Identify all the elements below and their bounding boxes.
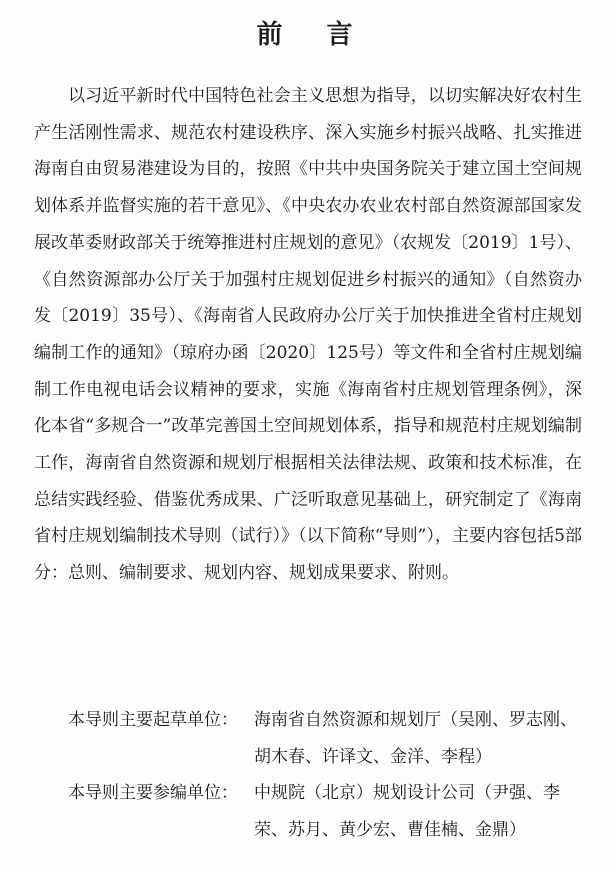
preface-paragraph: 以习近平新时代中国特色社会主义思想为指导，以切实解决好农村生产生活刚性需求、规范农村建设秩序、深入实施乡村振兴战略、扎实推进海南自由贸易港建设为目的，按照《中共中央国务院关于建立国土空间规划体系并监督实施的若干意见》、《中央农办农业农村部自然资源部国家发展改革委财政部关于统筹推进村庄规划的意见》（农规发〔2019〕1号）、《自然资源部办公厅关于加强村庄规划促进乡村振兴的通知》（自然资办发〔2019〕35号）、《海南省人民政府办公厅关于加快推进全省村庄规划编制工作的通知》（琼府办函〔2020〕125号）等文件和全省村庄规划编制工作电视电话会议精神的要求，实施《海南省村庄规划管理条例》，深化本省“多规合一”改革完善国土空间规划体系，指导和规范村庄规划编制工作，海南省自然资源和规划厅根据相关法律法规、政策和技术标准，在总结实践经验、借鉴优秀成果、广泛听取意见基础上，研究制定了《海南省村庄规划编制技术导则（试行）》（以下简称“导则”），主要内容包括5部分：总则、编制要求、规划内容、规划成果要求、附则。 [34,86,582,584]
preface-body [34,78,582,592]
title-char-1: 前 [256,20,285,50]
participating-unit-label: 本导则主要参编单位： [68,783,238,803]
drafting-unit [34,702,582,775]
drafting-unit-value: 海南省自然资源和规划厅（吴刚、罗志刚、胡木春、许译文、金洋、李程） [254,710,577,767]
participating-unit-value: 中规院（北京）规划设计公司（尹强、李荣、苏月、黄少宏、曹佳楠、金鼎） [254,783,560,840]
page-title [0,14,611,51]
title-char-2: 言 [326,20,355,50]
participating-unit [34,775,582,848]
drafting-unit-label: 本导则主要起草单位： [68,710,238,730]
